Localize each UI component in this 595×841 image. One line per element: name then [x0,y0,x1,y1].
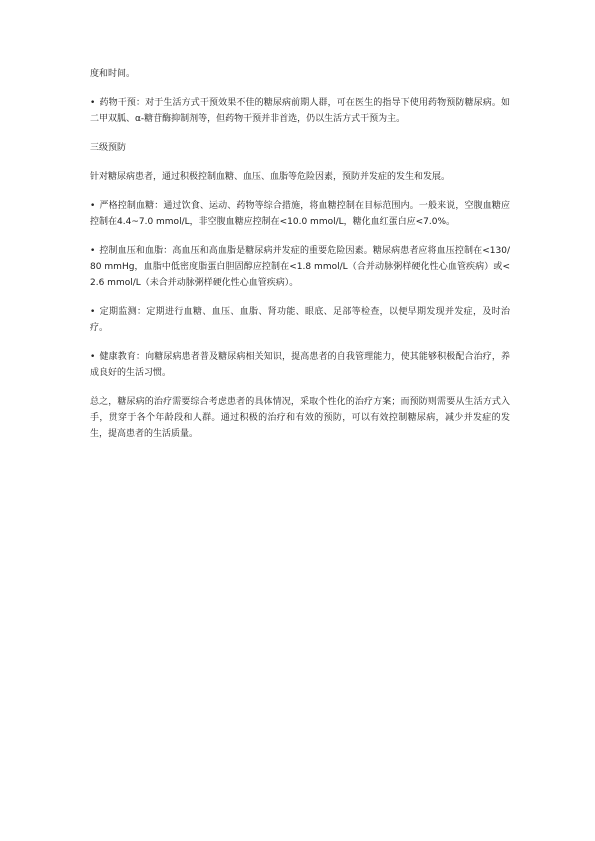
bullet-marker: • [90,98,96,108]
bullet-marker: • [90,201,96,211]
bullet-drug-intervention [90,95,510,127]
bullet-regular-monitoring [90,304,510,336]
bullet-text: 定期监测：定期进行血糖、血压、血脂、肾功能、眼底、足部等检查，以便早期发现并发症，及时治疗。 [90,307,510,333]
bullet-text: 严格控制血糖：通过饮食、运动、药物等综合措施，将血糖控制在目标范围内。一般来说，空腹血糖应控制在4.4~7.0 mmol/L，非空腹血糖应控制在<10.0 mmol/L，糖化血红蛋白应<7.0%。 [90,201,510,227]
bullet-health-education [90,349,510,381]
section-heading-tertiary-prevention: 三级预防 [90,143,127,153]
bullet-marker: • [90,246,96,256]
bullet-marker: • [90,307,96,317]
document-body [90,66,510,455]
paragraph-continuation: 度和时间。 [90,69,136,79]
paragraph-conclusion: 总之，糖尿病的治疗需要综合考虑患者的具体情况，采取个性化的治疗方案；而预防则需要从生活方式入手，贯穿于各个年龄段和人群。通过积极的治疗和有效的预防，可以有效控制糖尿病，减少并发症的发生，提高患者的生活质量。 [90,397,510,439]
bullet-text: 药物干预：对于生活方式干预效果不佳的糖尿病前期人群，可在医生的指导下使用药物预防糖尿病。如二甲双胍、α-糖苷酶抑制剂等，但药物干预并非首选，仍以生活方式干预为主。 [90,98,510,124]
bullet-marker: • [90,352,96,362]
bullet-glucose-control [90,198,510,230]
bullet-text: 控制血压和血脂：高血压和高血脂是糖尿病并发症的重要危险因素。糖尿病患者应将血压控制在<130/80 mmHg，血脂中低密度脂蛋白胆固醇应控制在<1.8 mmol/L（合并动脉粥样硬化性心血管疾病）或<2.6 mmol/L（未合并动脉粥样硬化性心血管疾病）。 [90,246,510,288]
paragraph-tertiary-intro: 针对糖尿病患者，通过积极控制血糖、血压、血脂等危险因素，预防并发症的发生和发展。 [90,172,451,182]
bullet-bp-lipid-control [90,243,510,291]
bullet-text: 健康教育：向糖尿病患者普及糖尿病相关知识，提高患者的自我管理能力，使其能够积极配合治疗，养成良好的生活习惯。 [90,352,510,378]
